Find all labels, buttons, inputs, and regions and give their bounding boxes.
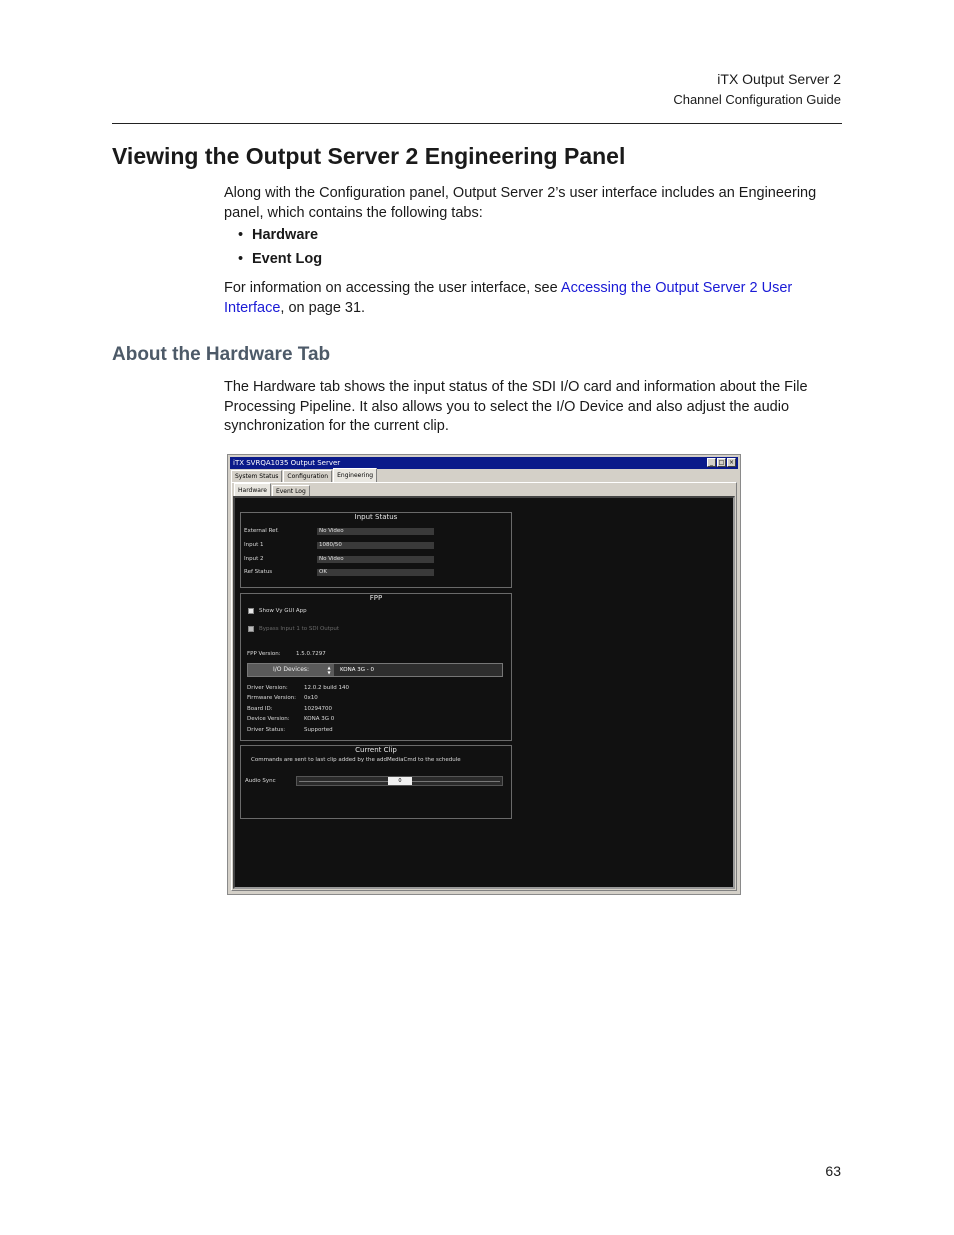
main-tabs — [231, 470, 378, 482]
info-text: For information on accessing the user interface, see — [224, 280, 561, 296]
tab-system-status[interactable]: System Status — [231, 470, 282, 482]
driver-status-label: Driver Status: — [247, 727, 286, 733]
audio-sync-label: Audio Sync — [245, 778, 276, 784]
intro-paragraph: Along with the Configuration panel, Output Server 2’s user interface includes an Engineering panel, which contains the following tabs: — [224, 185, 817, 221]
tab-hardware[interactable]: Hardware — [234, 483, 271, 497]
show-gui-label: Show Vy GUI App — [259, 608, 307, 614]
page-number: 63 — [825, 1163, 841, 1179]
close-icon[interactable]: × — [728, 459, 735, 466]
device-version-label: Device Version: — [247, 716, 290, 722]
header-guide: Channel Configuration Guide — [673, 92, 841, 107]
info-paragraph — [224, 279, 842, 318]
driver-version-label: Driver Version: — [247, 685, 288, 691]
ref-status-label: Ref Status — [244, 569, 273, 575]
io-devices-value: KONA 3G - 0 — [340, 667, 375, 673]
tab-engineering[interactable]: Engineering — [333, 468, 377, 482]
access-ui-link[interactable]: Accessing the Output Server 2 User Interface — [224, 280, 793, 316]
ext-ref-label: External Ref. — [244, 528, 279, 534]
current-clip-title: Current Clip — [355, 746, 397, 754]
board-id-value: 10294700 — [304, 706, 332, 712]
fpp-title: FPP — [369, 594, 383, 602]
firmware-version-value: 0x10 — [304, 695, 318, 701]
input-status-title: Input Status — [354, 513, 398, 521]
firmware-version-label: Firmware Version: — [247, 695, 297, 701]
fpp-version-value: 1.5.0.7297 — [296, 651, 326, 657]
maximize-icon[interactable]: □ — [718, 459, 725, 466]
current-clip-note: Commands are sent to last clip added by the addMediaCmd to the schedule — [251, 757, 461, 763]
tab-event-log[interactable]: Event Log — [272, 485, 310, 497]
minimize-icon[interactable]: _ — [707, 458, 716, 467]
input2-label: Input 2 — [244, 556, 264, 562]
spinner-icon[interactable]: ▲ ▼ — [327, 665, 331, 675]
section-title: About the Hardware Tab — [112, 344, 331, 365]
audio-sync-slider[interactable] — [296, 776, 503, 786]
io-devices-button[interactable]: I/O Devices: — [248, 664, 334, 676]
hardware-content — [233, 496, 735, 889]
driver-version-value: 12.0.2 build 140 — [304, 685, 350, 691]
input1-value: 1080/50 — [317, 542, 434, 549]
driver-status-value: Supported — [304, 727, 333, 733]
section-paragraph: The Hardware tab shows the input status of the SDI I/O card and information about the File Processing Pipeline. It also allows you to select the I/O Device and also adjust the audio synchronization for the current clip. — [224, 379, 808, 434]
window-title: iTX SVRQA1035 Output Server — [233, 459, 341, 467]
ext-ref-value: No Video — [317, 528, 434, 535]
fpp-version-label: FPP Version: — [247, 651, 281, 657]
input2-value: No Video — [317, 556, 434, 563]
io-devices-select[interactable] — [247, 663, 503, 677]
list-item-label: Event Log — [252, 251, 323, 267]
bypass-checkbox[interactable] — [248, 626, 254, 632]
header-rule — [112, 123, 842, 124]
page-title: Viewing the Output Server 2 Engineering Panel — [112, 143, 626, 169]
list-item: • Event Log — [238, 251, 323, 267]
ref-status-value: OK — [317, 569, 434, 576]
engineering-panel-screenshot — [227, 454, 741, 895]
list-item-label: Hardware — [252, 227, 319, 243]
list-item: • Hardware — [238, 227, 319, 243]
device-version-value: KONA 3G 0 — [304, 716, 335, 722]
slider-thumb[interactable]: 0 — [388, 777, 412, 785]
input-status-group — [240, 512, 512, 588]
info-text-end: , on page 31. — [280, 299, 366, 316]
input1-label: Input 1 — [244, 542, 264, 548]
window-titlebar — [230, 457, 738, 469]
tab-configuration[interactable]: Configuration — [283, 470, 332, 482]
fpp-group — [240, 593, 512, 741]
board-id-label: Board ID: — [247, 706, 273, 712]
show-gui-checkbox[interactable] — [248, 608, 254, 614]
header-product: iTX Output Server 2 — [717, 71, 841, 87]
current-clip-group — [240, 745, 512, 819]
bypass-label: Bypass Input 1 to SDI Output — [259, 626, 340, 632]
